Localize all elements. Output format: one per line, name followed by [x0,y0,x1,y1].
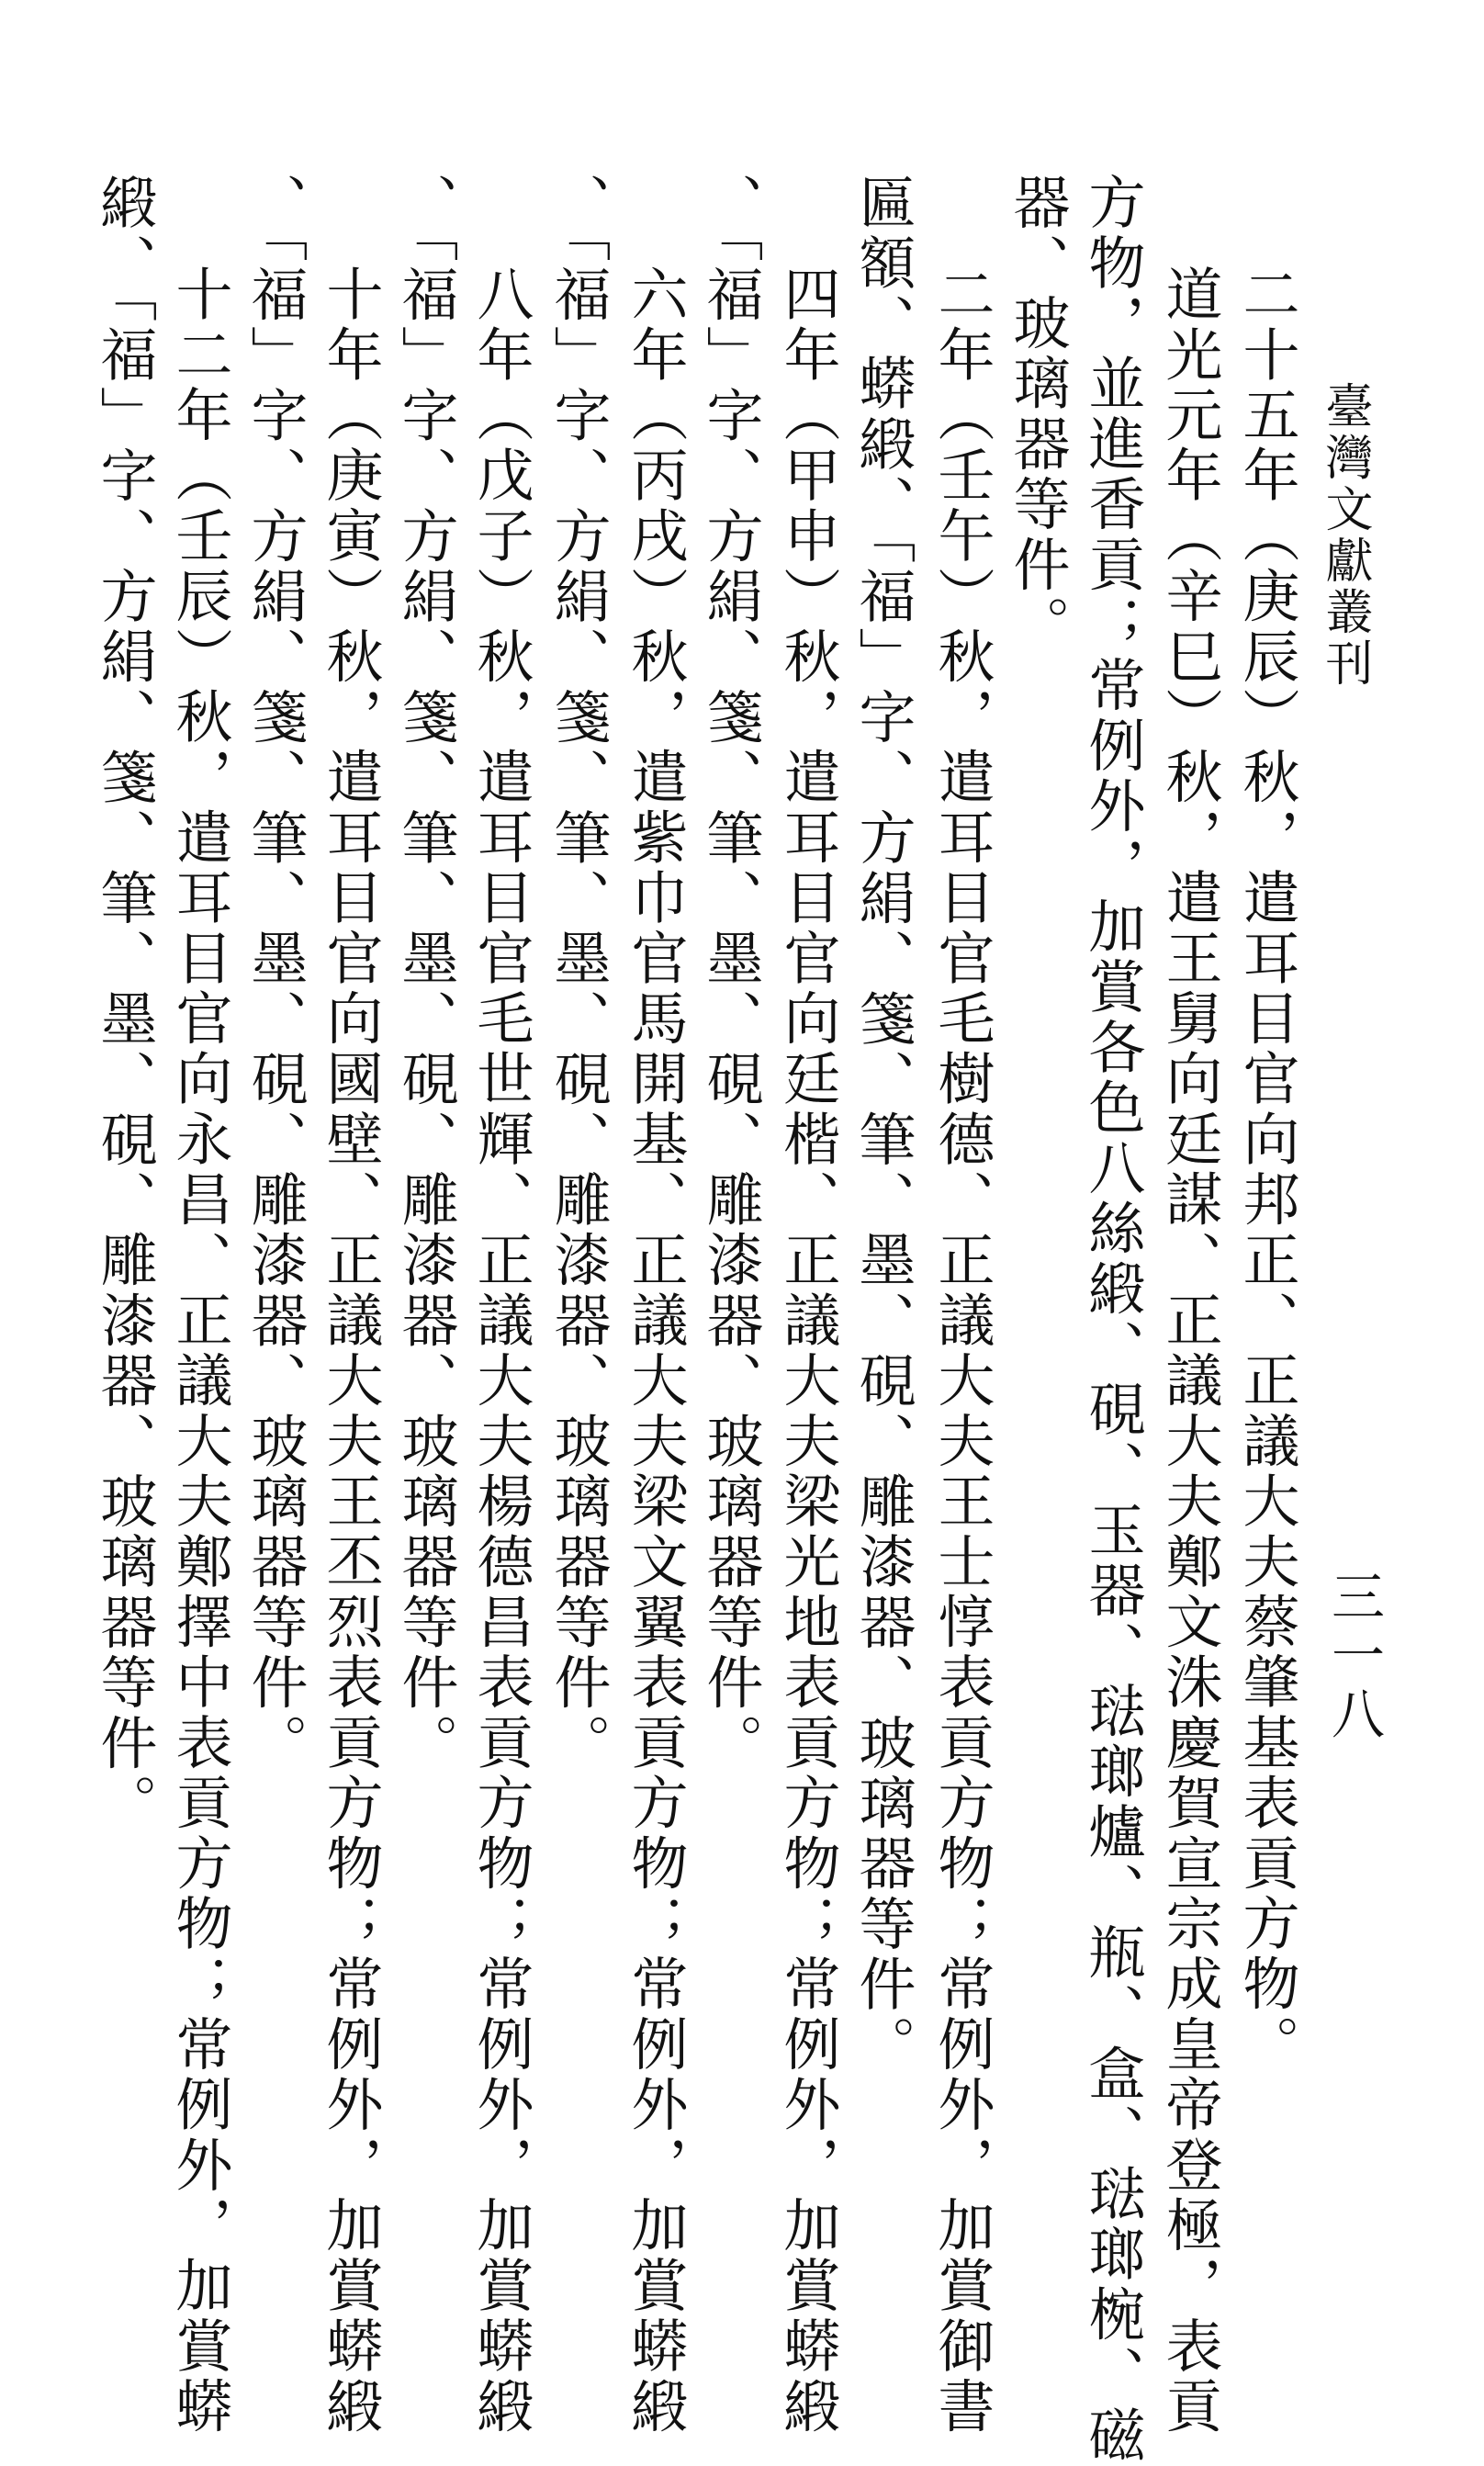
text-column: 、「福」字、方絹、箋、筆、墨、硯、雕漆器、玻璃器等件。 [697,173,764,1773]
text-column: 器、玻璃器等件。 [1004,173,1071,656]
text-column: 八年（戊子）秋，遣耳目官毛世輝、正議大夫楊德昌表貢方物；常例外，加賞蟒緞 [467,265,534,2438]
text-column: 二年（壬午）秋，遣耳目官毛樹德、正議大夫王士惇表貢方物；常例外，加賞御書 [928,265,995,2438]
text-column: 、「福」字、方絹、箋、筆、墨、硯、雕漆器、玻璃器等件。 [392,173,459,1773]
text-column: 六年（丙戌）秋，遣紫巾官馬開基、正議大夫梁文翼表貢方物；常例外，加賞蟒緞 [622,265,689,2438]
text-column: 匾額、蟒緞、「福」字、方絹、箋、筆、墨、硯、雕漆器、玻璃器等件。 [849,173,916,2076]
text-column: 二十五年（庚辰）秋，遣耳目官向邦正、正議大夫蔡肇基表貢方物。 [1233,265,1300,2075]
text-column: 、「福」字、方絹、箋、筆、墨、硯、雕漆器、玻璃器等件。 [242,173,309,1773]
text-column: 道光元年（辛巳）秋，遣王舅向廷謀、正議大夫鄭文洙慶賀宣宗成皇帝登極，表貢 [1156,265,1223,2438]
text-column: 、「福」字、方絹、箋、筆、墨、硯、雕漆器、玻璃器等件。 [545,173,612,1773]
text-column: 十年（庚寅）秋，遣耳目官向國壁、正議大夫王丕烈表貢方物；常例外，加賞蟒緞 [317,265,384,2438]
text-column: 四年（甲申）秋，遣耳目官向廷楷、正議大夫梁光地表貢方物；常例外，加賞蟒緞 [774,265,841,2438]
text-column: 方物，並進香貢；常例外，加賞各色八絲緞、硯、玉器、琺瑯爐、瓶、盒、琺瑯椀、磁 [1079,173,1146,2466]
book-series-title: 臺灣文獻叢刊 [1317,381,1372,690]
text-column: 十二年（壬辰）秋，遣耳目官向永昌、正議大夫鄭擇中表貢方物；常例外，加賞蟒 [166,265,233,2438]
page-number: 三一八 [1322,1569,1385,1745]
text-column: 緞、「福」字、方絹、箋、筆、墨、硯、雕漆器、玻璃器等件。 [91,173,158,1834]
